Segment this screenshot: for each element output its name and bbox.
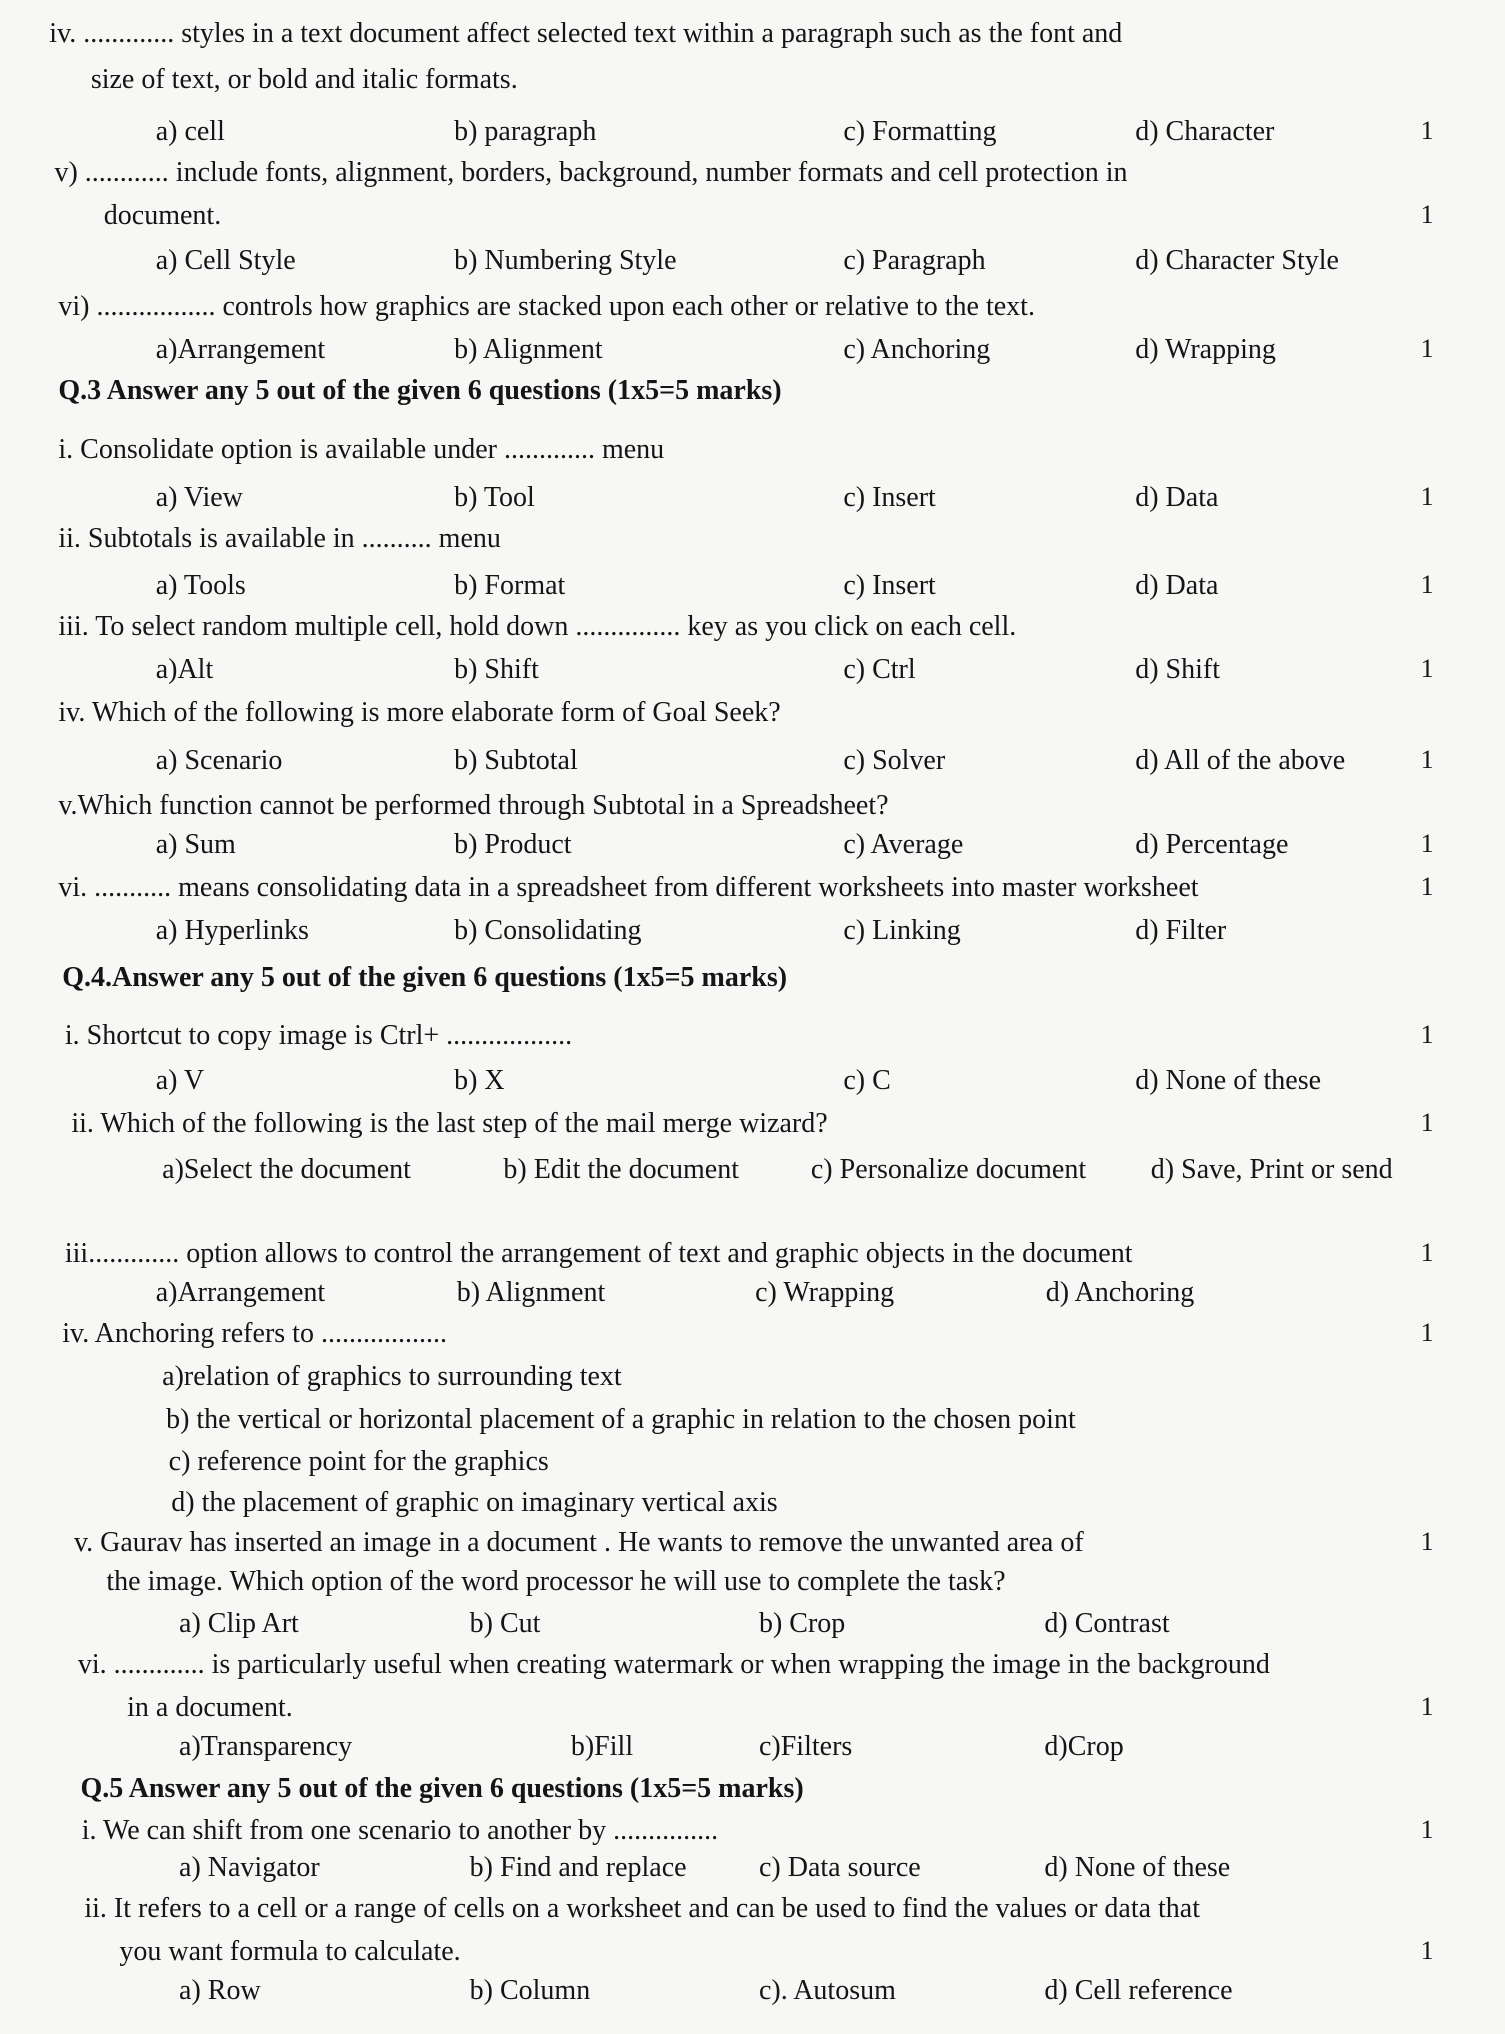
option-b: b) Subtotal [454,744,578,776]
option-d: d) Data [1135,569,1219,601]
option-d: d) Shift [1135,654,1221,686]
question-text: i. We can shift from one scenario to another by ............... [81,1815,719,1847]
question-line [0,1893,1505,1933]
question-line [0,1108,1505,1148]
answer-options [0,1852,1505,1892]
option-a: a) Hyperlinks [155,914,309,946]
question-text: document. [103,200,222,232]
question-text: iii. To select random multiple cell, hold down ............... key as you click on each cell. [58,611,1017,643]
option-b: b) Numbering Style [454,245,677,277]
option-a: a) Tools [155,569,246,601]
option-d: d) Anchoring [1045,1276,1195,1308]
question-line [0,1487,1505,1527]
option-c: c) Solver [843,744,946,776]
question-text: iv. Which of the following is more elaborate form of Goal Seek? [58,696,781,728]
question-text: ii. Subtotals is available in .......... menu [58,523,501,555]
option-a: a)Arrangement [155,1276,326,1308]
option-b: b) paragraph [454,115,597,147]
marks-value: 1 [1420,1108,1434,1138]
option-c: c) C [843,1065,891,1097]
answer-options [0,745,1505,785]
option-a: a) Cell Style [155,245,296,277]
question-text: b) the vertical or horizontal placement of a graphic in relation to the chosen point [166,1404,1076,1436]
question-text: v) ............ include fonts, alignment, borders, background, number formats and cell protection in [54,157,1128,189]
answer-options [0,334,1505,374]
option-b: b) Edit the document [503,1153,739,1185]
answer-options [0,1154,1505,1194]
question-line [0,611,1505,651]
option-b: b)Fill [570,1731,634,1763]
marks-value: 1 [1420,1815,1434,1845]
option-a: a) Navigator [179,1851,320,1883]
answer-options [0,245,1505,285]
question-line [0,200,1505,240]
option-b: b) Alignment [454,333,603,365]
question-text: i. Consolidate option is available under ............. menu [58,433,665,465]
option-c: c). Autosum [758,1974,896,2006]
option-a: a) Row [179,1974,261,2006]
marks-value: 1 [1420,872,1434,902]
option-c: c) Formatting [843,115,997,147]
option-b: b) Format [454,569,566,601]
option-d: d) Cell reference [1044,1974,1233,2006]
answer-options [0,116,1505,156]
question-text: v. Gaurav has inserted an image in a document . He wants to remove the unwanted area of [73,1527,1084,1559]
answer-options [0,654,1505,694]
question-text: c) reference point for the graphics [168,1445,549,1477]
marks-value: 1 [1420,333,1434,363]
question-line [0,434,1505,474]
marks-value: 1 [1420,1318,1434,1348]
option-b: b) Shift [454,654,539,686]
option-a: a)Select the document [162,1153,411,1185]
question-line [0,64,1505,104]
marks-value: 1 [1420,569,1434,599]
question-line [0,1446,1505,1486]
question-line [0,1404,1505,1444]
answer-options [0,1065,1505,1105]
option-d: d)Crop [1044,1731,1124,1763]
answer-options [0,1975,1505,2015]
option-d: d) Character [1135,115,1275,147]
marks-value: 1 [1420,481,1434,511]
marks-value: 1 [1420,1692,1434,1722]
question-text: vi) ................. controls how graphics are stacked upon each other or relative to the text. [58,290,1035,322]
option-b: b) Consolidating [454,914,642,946]
question-line [0,1361,1505,1401]
question-text: in a document. [127,1692,293,1724]
option-c: c) Paragraph [843,245,986,277]
option-d: d) All of the above [1135,744,1346,776]
option-c: c) Ctrl [843,654,916,686]
question-line [0,872,1505,912]
answer-options [0,829,1505,869]
question-text: vi. ........... means consolidating data in a spreadsheet from different worksheets into master worksheet [58,872,1199,904]
option-c: c) Data source [758,1851,921,1883]
answer-options [0,482,1505,522]
option-c: c) Anchoring [843,333,991,365]
question-text: iii............. option allows to control the arrangement of text and graphic objects in the document [64,1238,1133,1269]
option-b: b) Alignment [456,1276,606,1308]
option-d: d) Character Style [1135,245,1339,277]
option-a: a) cell [155,115,225,147]
question-line [0,1692,1505,1732]
marks-value: 1 [1420,1020,1434,1050]
heading-text: Q.4.Answer any 5 out of the given 6 questions (1x5=5 marks) [62,961,788,993]
question-text: vi. ............. is particularly useful when creating watermark or when wrapping the image in the background [77,1649,1270,1681]
question-text: you want formula to calculate. [119,1936,461,1967]
marks-value: 1 [1420,829,1434,859]
answer-options [0,1277,1505,1317]
question-text: iv. Anchoring refers to .................. [62,1318,447,1350]
question-line [0,1936,1505,1976]
answer-options [0,1608,1505,1648]
question-line [0,291,1505,331]
option-d: d) Percentage [1135,829,1289,861]
option-a: a) Clip Art [179,1607,299,1639]
question-line [0,1815,1505,1855]
option-a: a) View [155,481,243,513]
option-b: b) X [454,1065,505,1097]
option-d: d) None of these [1135,1065,1322,1097]
section-heading [0,375,1505,415]
question-line [0,523,1505,563]
question-line [0,1527,1505,1567]
question-line [0,1318,1505,1358]
question-text: ii. Which of the following is the last step of the mail merge wizard? [71,1108,828,1140]
option-d: d) Contrast [1044,1607,1170,1639]
marks-value: 1 [1420,654,1434,684]
question-text: ii. It refers to a cell or a range of cells on a worksheet and can be used to find the values or data that [84,1893,1201,1925]
marks-value: 1 [1420,744,1434,774]
marks-value: 1 [1420,1527,1434,1557]
option-b: b) Cut [469,1607,541,1639]
option-b: b) Find and replace [469,1851,687,1883]
question-line [0,1566,1505,1606]
answer-options [0,915,1505,955]
question-line [0,1649,1505,1689]
option-a: a)Alt [155,654,214,686]
question-text: v.Which function cannot be performed through Subtotal in a Spreadsheet? [58,790,889,822]
question-line [0,790,1505,830]
option-a: a)Arrangement [155,333,326,365]
question-text: i. Shortcut to copy image is Ctrl+ .................. [64,1020,573,1052]
marks-value: 1 [1420,115,1434,145]
marks-value: 1 [1420,200,1434,230]
option-d: d) Wrapping [1135,333,1276,365]
option-d: d) Save, Print or send [1150,1153,1393,1185]
option-c: c) Linking [843,914,961,946]
option-a: a) Scenario [155,744,283,776]
question-line [0,1020,1505,1060]
question-text: size of text, or bold and italic formats. [90,63,518,95]
heading-text: Q.5 Answer any 5 out of the given 6 questions (1x5=5 marks) [80,1772,804,1804]
option-a: a) V [155,1065,205,1097]
section-heading [0,962,1505,1002]
option-d: d) Data [1135,481,1219,513]
section-heading [0,1773,1505,1813]
marks-value: 1 [1420,1238,1434,1267]
answer-options [0,1731,1505,1771]
question-line [0,697,1505,737]
question-line [0,1238,1505,1278]
question-line [0,157,1505,197]
option-c: c) Insert [843,481,936,513]
option-c: c) Average [843,829,964,861]
option-c: c)Filters [758,1731,853,1763]
option-c: c) Personalize document [810,1153,1087,1185]
question-line [0,18,1505,58]
answer-options [0,570,1505,610]
question-text: iv. ............. styles in a text document affect selected text within a paragraph such as the font and [49,18,1123,50]
question-text: d) the placement of graphic on imaginary vertical axis [171,1487,778,1519]
option-b: b) Tool [454,481,535,513]
option-c: c) Wrapping [755,1276,895,1308]
option-b: b) Product [454,829,572,861]
option-d: d) None of these [1044,1851,1231,1883]
question-text: a)relation of graphics to surrounding text [162,1361,622,1393]
question-text: the image. Which option of the word processor he will use to complete the task? [106,1566,1006,1598]
option-c: c) Insert [843,569,936,601]
option-a: a) Sum [155,829,236,861]
option-d: d) Filter [1135,914,1227,946]
option-a: a)Transparency [179,1731,353,1763]
option-b: b) Column [469,1974,591,2006]
option-c: b) Crop [758,1607,846,1639]
marks-value: 1 [1420,1936,1434,1965]
heading-text: Q.3 Answer any 5 out of the given 6 questions (1x5=5 marks) [58,375,782,407]
